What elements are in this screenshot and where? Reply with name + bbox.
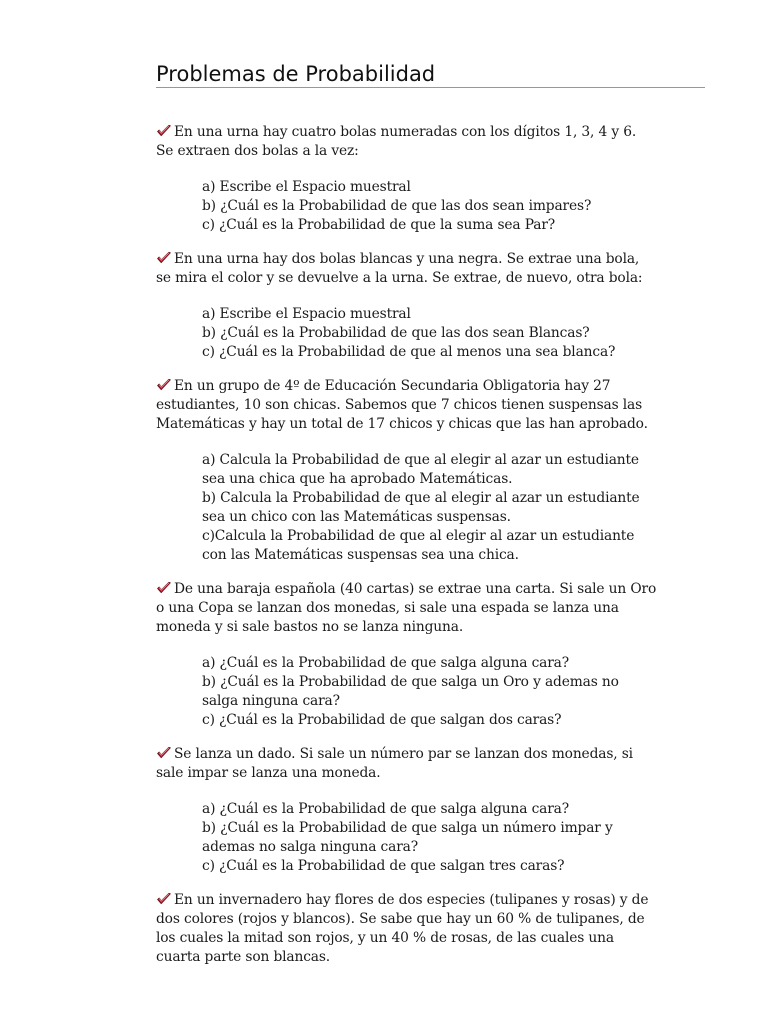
question-line: a) ¿Cuál es la Probabilidad de que salga alguna cara? — [202, 801, 569, 817]
question-item — [202, 819, 686, 857]
question-line: c) ¿Cuál es la Probabilidad de que al menos una sea blanca? — [202, 344, 616, 360]
question-list — [202, 800, 686, 876]
statement-line: se mira el color y se devuelve a la urna. Se extrae, de nuevo, otra bola: — [156, 270, 643, 286]
statement-line: Se lanza un dado. Si sale un número par se lanzan dos monedas, si — [174, 746, 633, 762]
question-line: b) Calcula la Probabilidad de que al elegir al azar un estudiante — [202, 490, 640, 506]
question-item — [202, 324, 686, 343]
problem-statement — [156, 580, 686, 637]
problem-statement — [156, 891, 686, 967]
question-item — [202, 711, 686, 730]
question-line: sea una chica que ha aprobado Matemáticas. — [202, 471, 513, 487]
question-item — [202, 654, 686, 673]
problem-5 — [156, 745, 686, 876]
question-line: a) ¿Cuál es la Probabilidad de que salga alguna cara? — [202, 655, 569, 671]
question-item — [202, 800, 686, 819]
statement-line: De una baraja española (40 cartas) se extrae una carta. Si sale un Oro — [174, 581, 657, 597]
problem-statement — [156, 377, 686, 434]
problem-3 — [156, 377, 686, 565]
statement-line: moneda y si sale bastos no se lanza ninguna. — [156, 619, 464, 635]
problem-1 — [156, 123, 686, 235]
question-line: b) ¿Cuál es la Probabilidad de que salga un Oro y ademas no — [202, 674, 619, 690]
question-list — [202, 451, 686, 565]
question-line: b) ¿Cuál es la Probabilidad de que salga un número impar y — [202, 820, 613, 836]
question-line: a) Calcula la Probabilidad de que al elegir al azar un estudiante — [202, 452, 639, 468]
problem-6 — [156, 891, 686, 967]
question-item — [202, 451, 686, 489]
question-line: c) ¿Cuál es la Probabilidad de que salgan dos caras? — [202, 712, 562, 728]
question-line: b) ¿Cuál es la Probabilidad de que las dos sean impares? — [202, 198, 592, 214]
question-line: a) Escribe el Espacio muestral — [202, 179, 411, 195]
question-line: con las Matemáticas suspensas sea una chica. — [202, 547, 519, 563]
question-list — [202, 178, 686, 235]
checkmark-icon — [156, 746, 172, 760]
question-item — [202, 527, 686, 565]
statement-line: los cuales la mitad son rojos, y un 40 % de rosas, de las cuales una — [156, 930, 614, 946]
question-item — [202, 197, 686, 216]
question-list — [202, 305, 686, 362]
question-line: c)Calcula la Probabilidad de que al elegir al azar un estudiante — [202, 528, 635, 544]
checkmark-icon — [156, 124, 172, 138]
question-list — [202, 654, 686, 730]
statement-line: o una Copa se lanzan dos monedas, si sale una espada se lanza una — [156, 600, 619, 616]
question-item — [202, 343, 686, 362]
question-line: sea un chico con las Matemáticas suspensas. — [202, 509, 511, 525]
question-item — [202, 673, 686, 711]
statement-line: dos colores (rojos y blancos). Se sabe que hay un 60 % de tulipanes, de — [156, 911, 645, 927]
statement-line: En un grupo de 4º de Educación Secundaria Obligatoria hay 27 — [174, 378, 611, 394]
checkmark-icon — [156, 378, 172, 392]
page-title: Problemas de Probabilidad — [156, 62, 436, 86]
checkmark-icon — [156, 892, 172, 906]
problem-statement — [156, 745, 686, 783]
question-item — [202, 216, 686, 235]
question-line: salga ninguna cara? — [202, 693, 340, 709]
statement-line: Matemáticas y hay un total de 17 chicos y chicas que las han aprobado. — [156, 416, 648, 432]
question-line: ademas no salga ninguna cara? — [202, 839, 418, 855]
question-item — [202, 857, 686, 876]
statement-line: En un invernadero hay flores de dos especies (tulipanes y rosas) y de — [174, 892, 649, 908]
problem-statement — [156, 250, 686, 288]
problem-4 — [156, 580, 686, 730]
statement-line: sale impar se lanza una moneda. — [156, 765, 381, 781]
title-divider — [156, 87, 705, 88]
question-item — [202, 489, 686, 527]
statement-line: En una urna hay dos bolas blancas y una negra. Se extrae una bola, — [174, 251, 640, 267]
question-line: c) ¿Cuál es la Probabilidad de que la suma sea Par? — [202, 217, 556, 233]
statement-line: estudiantes, 10 son chicas. Sabemos que 7 chicos tienen suspensas las — [156, 397, 643, 413]
checkmark-icon — [156, 251, 172, 265]
question-line: a) Escribe el Espacio muestral — [202, 306, 411, 322]
problem-2 — [156, 250, 686, 362]
question-item — [202, 305, 686, 324]
problem-statement — [156, 123, 686, 161]
statement-line: cuarta parte son blancas. — [156, 949, 331, 965]
question-line: b) ¿Cuál es la Probabilidad de que las dos sean Blancas? — [202, 325, 590, 341]
question-item — [202, 178, 686, 197]
checkmark-icon — [156, 581, 172, 595]
problem-list — [156, 123, 686, 982]
statement-line: En una urna hay cuatro bolas numeradas con los dígitos 1, 3, 4 y 6. — [174, 124, 637, 140]
statement-line: Se extraen dos bolas a la vez: — [156, 143, 359, 159]
question-line: c) ¿Cuál es la Probabilidad de que salgan tres caras? — [202, 858, 565, 874]
